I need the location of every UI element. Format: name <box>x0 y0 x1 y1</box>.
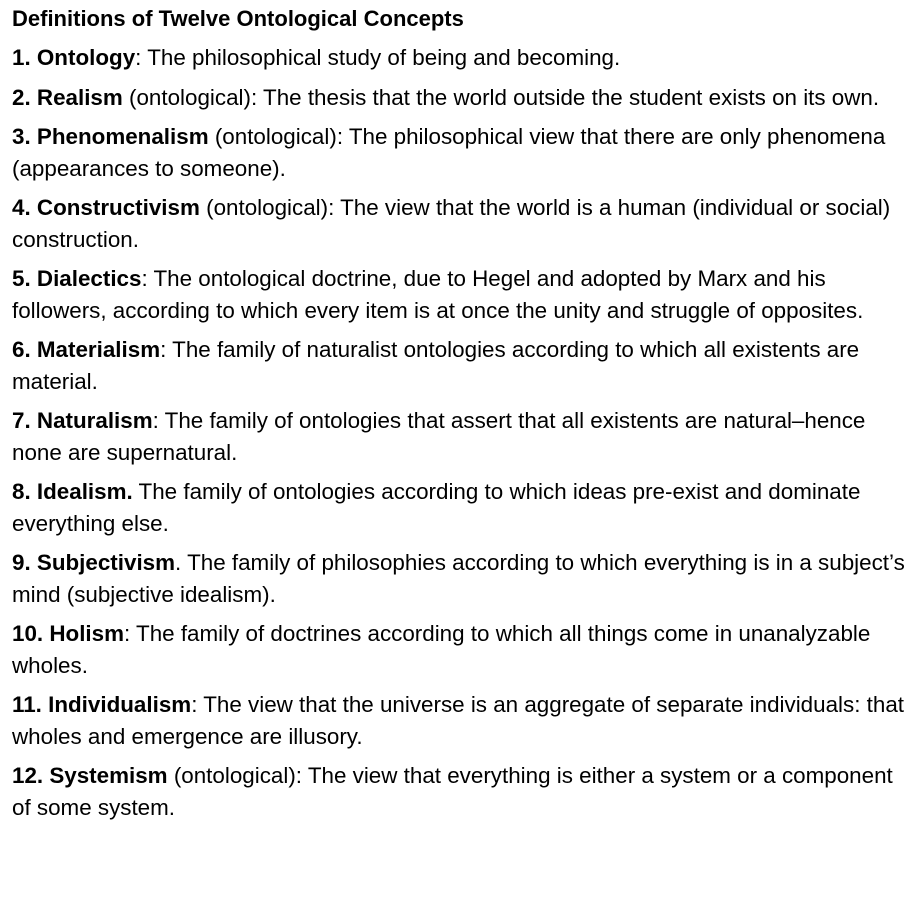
definition-qualifier: (ontological) <box>122 84 251 110</box>
definition-text: : The philosophical study of being and becoming. <box>135 45 621 70</box>
definition-item <box>12 476 914 539</box>
definition-item <box>12 689 914 752</box>
definition-item <box>12 42 914 74</box>
definition-list <box>12 42 914 823</box>
document-title: Definitions of Twelve Ontological Concepts <box>12 6 464 31</box>
definition-item <box>12 263 914 326</box>
definition-term: 2. Realism <box>12 84 123 110</box>
definition-text: : The view that the world is a human (individual or social) construction. <box>12 195 891 252</box>
definition-item <box>12 618 914 681</box>
definition-term: 6. Materialism <box>12 337 161 362</box>
definition-item <box>12 192 914 255</box>
definition-text: : The ontological doctrine, due to Hegel and adopted by Marx and his followers, according to which every item is at once the unity and struggle of opposites. <box>12 266 864 323</box>
definition-item <box>12 334 914 397</box>
definition-term: 11. Individualism <box>12 692 192 717</box>
definition-text: The family of ontologies according to which ideas pre-exist and dominate everything else. <box>12 479 861 536</box>
definition-term: 12. Systemism <box>12 763 168 788</box>
definition-item <box>12 121 914 184</box>
definition-qualifier: (ontological) <box>199 195 329 220</box>
definition-term: 1. Ontology <box>12 45 136 70</box>
definition-item <box>12 547 914 610</box>
definition-text: : The philosophical view that there are only phenomena (appearances to someone). <box>12 124 886 181</box>
definition-term: 4. Constructivism <box>12 195 200 220</box>
definition-text: : The family of ontologies that assert that all existents are natural–hence none are supernatural. <box>12 408 866 465</box>
definition-item <box>12 82 914 114</box>
definition-item <box>12 405 914 468</box>
definition-text: : The family of doctrines according to which all things come in unanalyzable wholes. <box>12 621 871 678</box>
definition-term: 5. Dialectics <box>12 266 142 291</box>
definition-term: 7. Naturalism <box>12 408 153 433</box>
definition-term: 10. Holism <box>12 621 124 646</box>
definition-text: : The family of naturalist ontologies according to which all existents are material. <box>12 337 860 394</box>
definition-text: : The view that the universe is an aggregate of separate individuals: that wholes and emergence are illusory. <box>12 692 904 749</box>
definition-text: : The view that everything is either a system or a component of some system. <box>12 763 893 820</box>
definition-text: . The family of philosophies according to which everything is in a subject’s mind (subjective idealism). <box>12 550 905 607</box>
definition-term: 9. Subjectivism <box>12 550 176 575</box>
definition-qualifier: (ontological) <box>208 124 337 149</box>
definition-qualifier: (ontological) <box>167 763 296 788</box>
definition-term: 3. Phenomenalism <box>12 124 209 149</box>
definition-text: : The thesis that the world outside the student exists on its own. <box>250 84 880 110</box>
definition-item <box>12 760 914 823</box>
definition-term: 8. Idealism. <box>12 479 133 504</box>
